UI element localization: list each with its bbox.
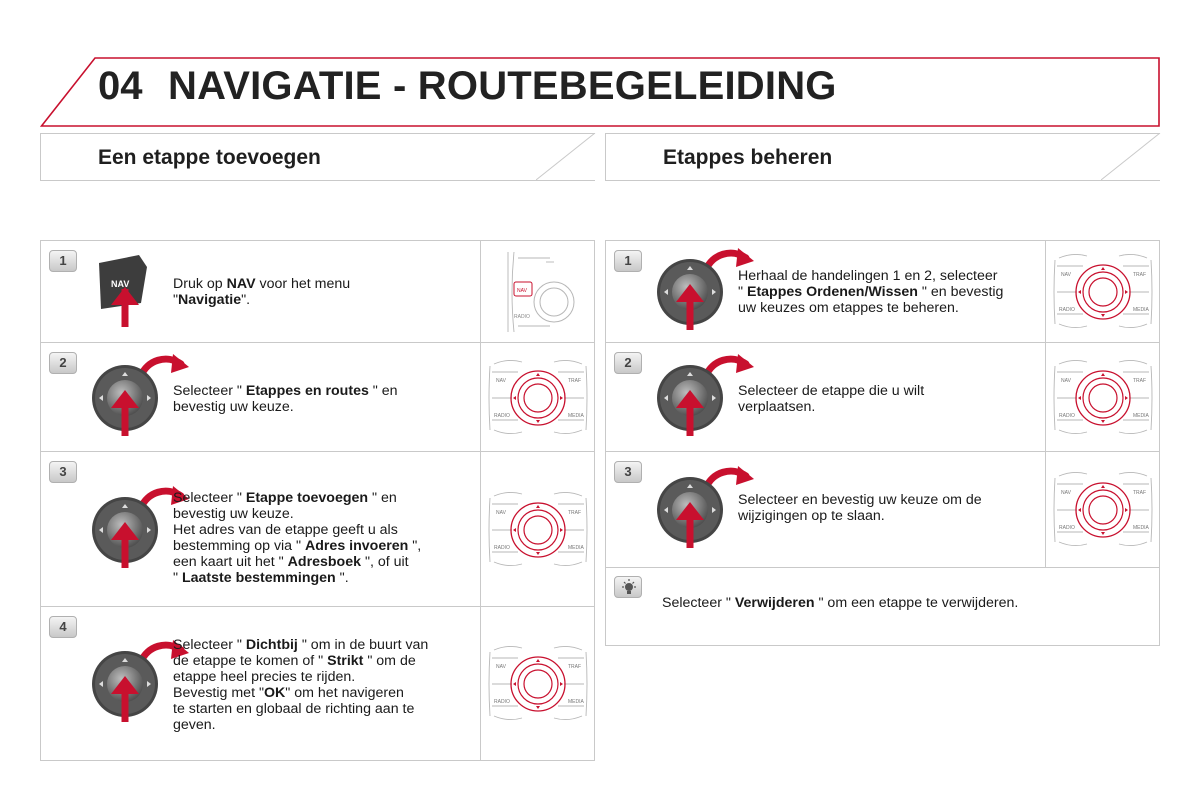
step-text-line [738, 383, 924, 399]
step-text-bold: Laatste bestemmingen [181, 570, 336, 586]
svg-text:RADIO: RADIO [1059, 525, 1075, 531]
step-text [738, 383, 924, 415]
chapter-number: 04 [98, 64, 143, 108]
left-steps-panel [40, 240, 595, 761]
svg-text:NAV: NAV [1061, 272, 1071, 278]
step-row [606, 343, 1159, 452]
step-text-segment: bevestig uw keuze. [173, 506, 294, 522]
step-text-bold: Navigatie [178, 292, 242, 308]
step-number-badge: 1 [614, 250, 642, 272]
step-row [41, 241, 594, 343]
step-text-line [173, 276, 350, 292]
step-text-line [662, 595, 1018, 611]
svg-text:TRAF: TRAF [1133, 377, 1147, 384]
step-text-bold: Strikt [327, 653, 364, 669]
svg-text:MEDIA: MEDIA [568, 699, 584, 705]
step-text-line [173, 554, 421, 570]
step-text-segment: etappe heel precies te rijden. [173, 669, 356, 685]
step-number-badge: 2 [49, 352, 77, 374]
step-row [41, 607, 594, 761]
svg-text:MEDIA: MEDIA [568, 544, 584, 551]
lightbulb-icon [614, 576, 642, 598]
step-text-segment: bestemming op via " [173, 538, 305, 554]
console-nav-illustration [488, 248, 588, 341]
step-text-segment: Selecteer de etappe die u wilt [738, 383, 925, 399]
step-text-segment: " [173, 292, 179, 308]
step-row [41, 452, 594, 607]
svg-text:TRAF: TRAF [568, 664, 582, 670]
column-divider [480, 452, 481, 606]
step-text-line [173, 383, 398, 399]
svg-text:RADIO: RADIO [1059, 412, 1075, 419]
step-text-segment: te starten en globaal de richting aan te [173, 701, 415, 717]
step-text-segment: Selecteer " [662, 595, 735, 611]
column-divider [1045, 241, 1046, 342]
svg-text:RADIO: RADIO [494, 544, 510, 551]
rotary-controller-illustration [1053, 354, 1153, 447]
step-text-line [173, 669, 428, 685]
section-corner [1101, 133, 1161, 181]
step-text-bold: Etappe toevoegen [245, 490, 369, 506]
svg-text:NAV: NAV [111, 279, 130, 289]
section-title: Een etappe toevoegen [98, 146, 321, 169]
step-text-line [738, 399, 924, 415]
step-text-segment: uw keuzes om etappes te beheren. [738, 300, 959, 316]
step-text-line [173, 506, 421, 522]
column-divider [480, 241, 481, 342]
tip-row [606, 568, 1159, 645]
step-text-segment: wijzigingen op te slaan. [738, 508, 885, 524]
column-divider [480, 607, 481, 761]
step-text-line [738, 268, 1003, 284]
section-header-right [605, 133, 1160, 181]
svg-text:MEDIA: MEDIA [1133, 307, 1149, 313]
svg-text:TRAF: TRAF [1133, 490, 1147, 496]
svg-text:RADIO: RADIO [514, 314, 530, 320]
svg-text:MEDIA: MEDIA [568, 412, 584, 419]
step-text-segment: " en [368, 490, 397, 506]
svg-text:NAV: NAV [496, 664, 506, 670]
step-text-segment: Druk op [173, 276, 227, 292]
step-text [173, 637, 428, 733]
right-steps-panel [605, 240, 1160, 646]
step-text-line [173, 399, 398, 415]
svg-text:NAV: NAV [496, 377, 506, 384]
step-text-segment: een kaart uit het " [173, 554, 288, 570]
svg-text:TRAF: TRAF [568, 509, 582, 516]
step-text-segment: de etappe te komen of " [173, 653, 328, 669]
step-text-line [173, 653, 428, 669]
step-text-segment: ". [241, 292, 251, 308]
step-text-segment: ", [408, 538, 422, 554]
step-row [606, 452, 1159, 568]
step-text-segment: verplaatsen. [738, 399, 816, 415]
rotary-controller-illustration [488, 640, 588, 733]
step-text-segment: " om het navigeren [285, 685, 404, 701]
step-text-segment: geven. [173, 717, 216, 733]
step-row [606, 241, 1159, 343]
step-number-badge: 3 [614, 461, 642, 483]
step-text-segment: " en bevestig [917, 284, 1004, 300]
step-text-segment: Selecteer " [173, 637, 246, 653]
step-text-segment: Selecteer en bevestig uw keuze om de [738, 492, 982, 508]
svg-text:NAV: NAV [496, 509, 506, 516]
step-text-segment: " en [368, 383, 398, 399]
step-text-bold: Dichtbij [245, 637, 298, 653]
svg-text:TRAF: TRAF [1133, 272, 1147, 278]
step-text-segment: " om in de buurt van [297, 637, 429, 653]
step-text [738, 268, 1003, 316]
step-text-line [738, 492, 982, 508]
step-text-segment: " om een etappe te verwijderen. [814, 595, 1019, 611]
svg-text:MEDIA: MEDIA [1133, 412, 1149, 419]
step-text-line [173, 570, 421, 586]
step-text-line [173, 685, 428, 701]
step-text-line [173, 701, 428, 717]
step-text-line [173, 292, 350, 308]
step-text-segment: Herhaal de handelingen 1 en 2, selecteer [738, 268, 998, 284]
step-text-line [738, 300, 1003, 316]
svg-text:NAV: NAV [1061, 490, 1071, 496]
step-number-badge: 2 [614, 352, 642, 374]
column-divider [1045, 452, 1046, 567]
page-title: NAVIGATIE - ROUTEBEGELEIDING [168, 64, 837, 108]
step-number-badge: 1 [49, 250, 77, 272]
step-text-bold: NAV [226, 276, 256, 292]
svg-text:MEDIA: MEDIA [1133, 525, 1149, 531]
section-corner [536, 133, 596, 181]
svg-text:NAV: NAV [1061, 377, 1071, 384]
step-row [41, 343, 594, 452]
rotary-controller-illustration [1053, 248, 1153, 341]
step-text [738, 492, 982, 524]
step-text-bold: Verwijderen [734, 595, 815, 611]
rotary-controller-illustration [488, 354, 588, 447]
step-text-bold: Etappes Ordenen/Wissen [746, 284, 918, 300]
step-text-segment: " [738, 284, 747, 300]
step-text-segment: Het adres van de etappe geeft u als [173, 522, 398, 538]
column-divider [480, 343, 481, 451]
step-text-segment: " om de [363, 653, 416, 669]
rotary-controller-illustration [1053, 466, 1153, 559]
step-text-segment: " [173, 570, 182, 586]
svg-text:TRAF: TRAF [568, 377, 582, 384]
svg-text:RADIO: RADIO [494, 412, 510, 419]
page-header [40, 56, 1160, 128]
step-text-line [738, 284, 1003, 300]
step-text [173, 383, 398, 415]
step-text-line [173, 637, 428, 653]
step-number-badge: 4 [49, 616, 77, 638]
svg-text:NAV: NAV [517, 288, 527, 294]
step-text-bold: Adresboek [287, 554, 361, 570]
step-text-line [173, 490, 421, 506]
step-text-segment: Selecteer " [173, 490, 246, 506]
step-text-line [173, 538, 421, 554]
step-number-badge: 3 [49, 461, 77, 483]
step-text-bold: Adres invoeren [305, 538, 409, 554]
step-text-line [173, 717, 428, 733]
step-text-segment: Selecteer " [173, 383, 246, 399]
step-text-line [173, 522, 421, 538]
step-text-segment: ". [335, 570, 349, 586]
step-text-bold: Etappes en routes [245, 383, 369, 399]
column-divider [1045, 343, 1046, 451]
step-text-segment: voor het menu [255, 276, 351, 292]
step-text [173, 276, 350, 308]
svg-text:RADIO: RADIO [494, 699, 510, 705]
svg-text:RADIO: RADIO [1059, 307, 1075, 313]
section-header-left [40, 133, 595, 181]
rotary-controller-illustration [488, 486, 588, 579]
step-text [173, 490, 421, 586]
section-title: Etappes beheren [663, 146, 833, 169]
step-text-bold: OK [264, 685, 286, 701]
step-text-segment: ", of uit [361, 554, 409, 570]
step-text-segment: Bevestig met " [173, 685, 264, 701]
step-text-segment: bevestig uw keuze. [173, 399, 294, 415]
step-text-line [738, 508, 982, 524]
tip-text [662, 595, 1018, 611]
